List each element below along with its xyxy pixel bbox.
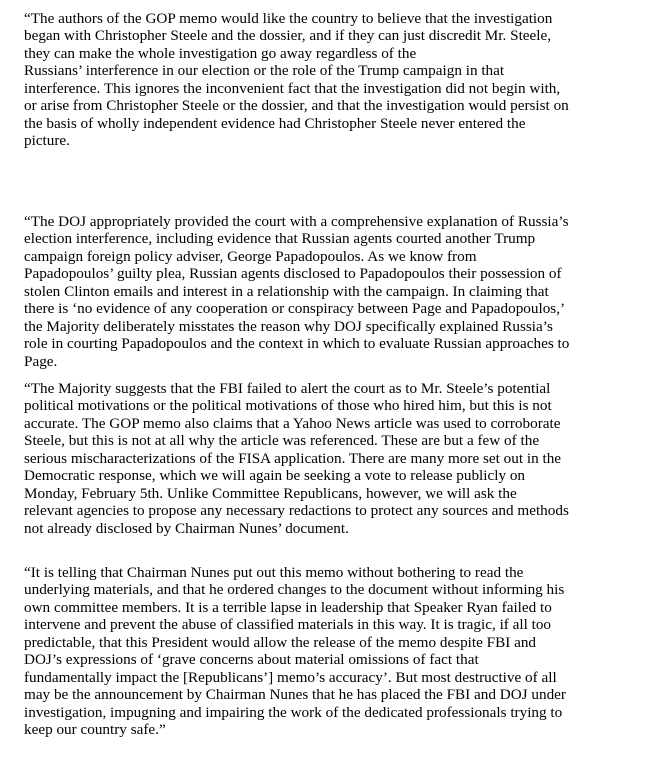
text-line: fundamentally impact the [Republicans’] memo’s accuracy’. But most destructive of all xyxy=(24,668,557,686)
text-line: Democratic response, which we will again be seeking a vote to release publicly on xyxy=(24,467,526,485)
text-line: keep our country safe.” xyxy=(24,721,166,739)
text-line: not already disclosed by Chairman Nunes’ document. xyxy=(24,519,349,537)
text-line: “The DOJ appropriately provided the court with a comprehensive explanation of Russia’s xyxy=(24,213,569,230)
text-line: underlying materials, and that he ordered changes to the document without informing his xyxy=(24,581,565,599)
text-line: interference. This ignores the inconvenient fact that the investigation did not begin with, xyxy=(24,79,561,97)
text-line: “It is telling that Chairman Nunes put out this memo without bothering to read the xyxy=(24,564,524,581)
text-line: the Majority deliberately misstates the reason why DOJ specifically explained Russia’s xyxy=(24,317,553,335)
text-line: relevant agencies to propose any necessary redactions to protect any sources and methods xyxy=(24,502,569,520)
text-line: serious mischaracterizations of the FISA application. There are many more set out in the xyxy=(24,449,562,467)
text-line: began with Christopher Steele and the dossier, and if they can just discredit Mr. Steele, xyxy=(24,27,552,45)
text-line: Steele, but this is not at all why the article was referenced. These are but a few of the xyxy=(24,432,540,450)
text-line: own committee members. It is a terrible lapse in leadership that Speaker Ryan failed to xyxy=(24,598,552,616)
paragraph-4 xyxy=(24,564,649,739)
text-line: Papadopoulos’ guilty plea, Russian agents disclosed to Papadopoulos their possession of xyxy=(24,265,562,283)
text-line: “The Majority suggests that the FBI failed to alert the court as to Mr. Steele’s potential xyxy=(24,380,551,397)
text-line: campaign foreign policy adviser, George Papadopoulos. As we know from xyxy=(24,247,477,265)
text-line: the basis of wholly independent evidence had Christopher Steele never entered the xyxy=(24,114,526,132)
text-line: investigation, impugning and impairing the work of the dedicated professionals trying to xyxy=(24,703,563,721)
text-line: election interference, including evidence that Russian agents courted another Trump xyxy=(24,230,536,248)
paragraph-3 xyxy=(24,380,649,537)
text-line: picture. xyxy=(24,132,70,150)
text-line: DOJ’s expressions of ‘grave concerns about material omissions of fact that xyxy=(24,651,479,669)
text-line: “The authors of the GOP memo would like the country to believe that the investigation xyxy=(24,10,553,27)
paragraph-1 xyxy=(24,10,649,150)
text-line: predictable, that this President would allow the release of the memo despite FBI and xyxy=(24,633,537,651)
text-line: there is ‘no evidence of any cooperation or conspiracy between Page and Papadopoulos,’ xyxy=(24,300,566,318)
text-line: they can make the whole investigation go away regardless of the xyxy=(24,44,417,62)
text-line: intervene and prevent the abuse of classified materials in this way. It is tragic, if all too xyxy=(24,616,552,634)
text-line: Monday, February 5th. Unlike Committee Republicans, however, we will ask the xyxy=(24,484,517,502)
text-line: stolen Clinton emails and interest in a relationship with the campaign. In claiming that xyxy=(24,282,549,300)
text-line: may be the announcement by Chairman Nunes that he has placed the FBI and DOJ under xyxy=(24,686,566,704)
text-line: or arise from Christopher Steele or the dossier, and that the investigation would persist on xyxy=(24,97,569,115)
paragraph-2 xyxy=(24,213,649,370)
text-line: political motivations or the political motivations of those who hired him, but this is not xyxy=(24,397,552,415)
text-line: accurate. The GOP memo also claims that a Yahoo News article was used to corroborate xyxy=(24,414,561,432)
text-line: Page. xyxy=(24,352,58,370)
text-line: role in courting Papadopoulos and the context in which to evaluate Russian approaches to xyxy=(24,335,570,353)
text-line: Russians’ interference in our election or the role of the Trump campaign in that xyxy=(24,62,505,80)
